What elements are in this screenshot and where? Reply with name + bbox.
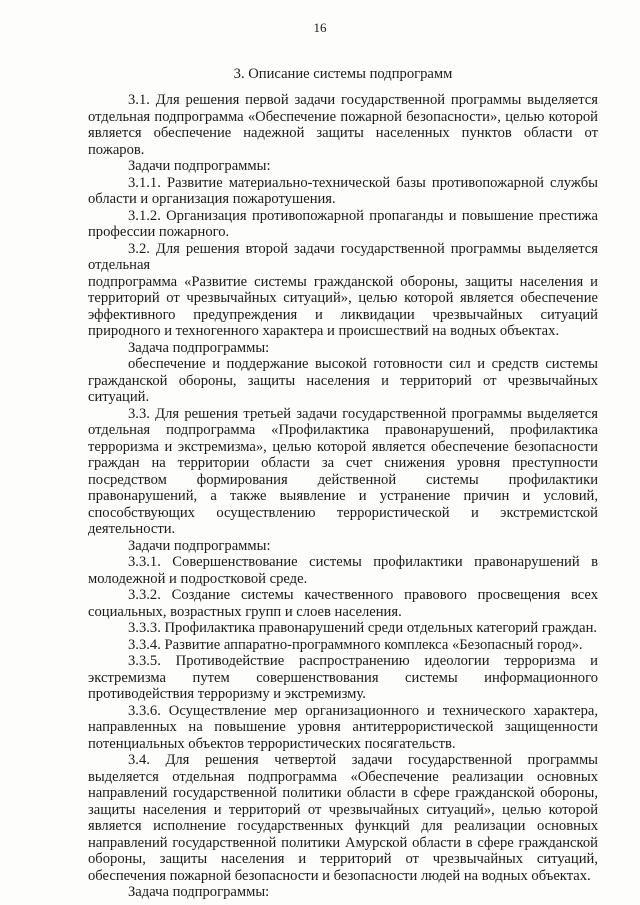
subsection-heading: Задача подпрограммы: [128,339,270,356]
paragraph-3-1: 3.1. Для решения первой задачи государственной программы выделяется отдельная подпрограмма «Обеспечение пожарной безопасности», целью которой является обеспечение надежной защиты населенных пунктов области от пожаров. [88,92,598,158]
paragraph-3-2-continued: подпрограмма «Развитие системы гражданской обороны, защиты населения и территорий от чрезвычайных ситуаций», целью которой является обеспечение эффективного предупреждения и ликвидации чрезвычайных ситуаций природного и техногенного характера и происшествий на водных объектах. [88,273,598,339]
paragraph-3-2: 3.2. Для решения второй задачи государственной программы выделяется отдельная [88,240,598,273]
paragraph-3-1-1: 3.1.1. Развитие материально-технической базы противопожарной службы области и организация пожаротушения. [88,174,598,207]
paragraph-3-3-5: 3.3.5. Противодействие распространению идеологии терроризма и экстремизма путем совершенствования системы информационного противодействия терроризму и экстремизму. [88,653,598,702]
paragraph-3-3-1: 3.3.1. Совершенствование системы профилактики правонарушений в молодежной и подростковой среде. [88,554,598,587]
paragraph-3-2-task: обеспечение и поддержание высокой готовности сил и средств системы гражданской обороны, защиты населения и территорий от чрезвычайных ситуаций. [88,356,598,405]
paragraph-3-3: 3.3. Для решения третьей задачи государственной программы выделяется отдельная подпрограмма «Профилактика правонарушений, профилактика терроризма и экстремизма», целью которой является обеспечение безопасности граждан на территории области за счет снижения уровня преступности посредством формирования действенной системы профилактики правонарушений, а также выявление и устранение причин и условий, способствующих осуществлению террористической и экстремистской деятельности. [88,405,598,537]
page-number: 16 [313,20,327,35]
subsection-heading: Задачи подпрограммы: [128,537,271,554]
paragraph-3-3-2: 3.3.2. Создание системы качественного правового просвещения всех социальных, возрастных групп и слоев населения. [88,587,598,620]
paragraph-3-4: 3.4. Для решения четвертой задачи государственной программы выделяется отдельная подпрограмма «Обеспечение реализации основных направлений государственной политики области в сфере гражданской обороны, защиты населения и территорий от чрезвычайных ситуаций», целью которой является исполнение государственных функций для реализации основных направлений государственной политики Амурской области в сфере гражданской обороны, защиты населения и территорий от чрезвычайных ситуаций, обеспечения пожарной безопасности и безопасности людей на водных объектах. [88,752,598,884]
section-title: 3. Описание системы подпрограмм [233,66,453,82]
subsection-heading: Задачи подпрограммы: [128,158,271,174]
paragraph-3-3-3: 3.3.3. Профилактика правонарушений среди отдельных категорий граждан. [128,620,598,636]
paragraph-3-3-4: 3.3.4. Развитие аппаратно-программного комплекса «Безопасный город». [128,636,583,653]
subsection-heading: Задача подпрограммы: [128,884,270,900]
document-body [88,92,598,901]
paragraph-3-3-6: 3.3.6. Осуществление мер организационного и технического характера, направленных на повышение уровня антитеррористической защищенности потенциальных объектов террористических посягательств. [88,702,598,752]
paragraph-3-1-2: 3.1.2. Организация противопожарной пропаганды и повышение престижа профессии пожарного. [88,207,598,240]
